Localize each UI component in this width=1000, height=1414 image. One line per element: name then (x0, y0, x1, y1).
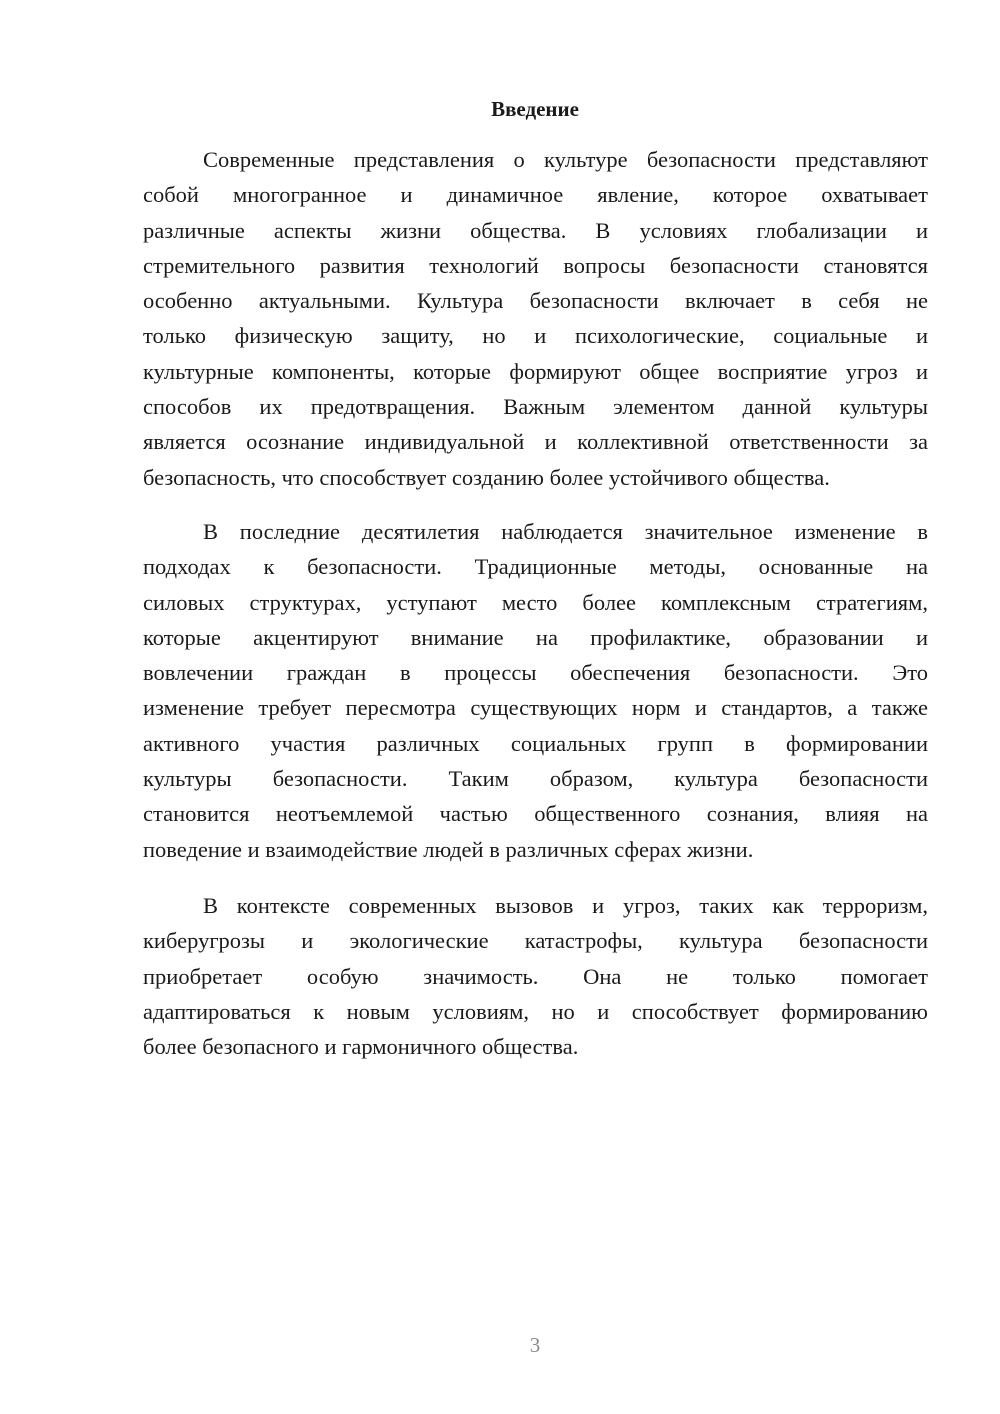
section-title: Введение (491, 97, 579, 121)
text-line: активного участия различных социальных групп в формировании (143, 730, 928, 756)
text-line: вовлечении граждан в процессы обеспечения безопасности. Это (143, 660, 928, 686)
text-line: киберугрозы и экологические катастрофы, культура безопасности (143, 928, 928, 954)
text-line: безопасность, что способствует созданию более устойчивого общества. (143, 464, 830, 490)
text-line: различные аспекты жизни общества. В условиях глобализации и (143, 217, 928, 243)
text-line: которые акцентируют внимание на профилактике, образовании и (143, 624, 928, 650)
text-line: особенно актуальными. Культура безопасности включает в себя не (143, 288, 928, 314)
text-line: Современные представления о культуре безопасности представляют (203, 147, 928, 172)
text-line: культуры безопасности. Таким образом, культура безопасности (143, 766, 928, 792)
text-line: только физическую защиту, но и психологические, социальные и (143, 323, 928, 349)
text-line: способов их предотвращения. Важным элементом данной культуры (143, 394, 928, 420)
page-number: 3 (529, 1333, 541, 1357)
text-line: является осознание индивидуальной и коллективной ответственности за (143, 429, 928, 455)
text-line: культурные компоненты, которые формируют общее восприятие угроз и (143, 358, 928, 384)
paragraph-3 (143, 888, 928, 1064)
paragraph-1 (143, 142, 928, 495)
text-line: более безопасного и гармоничного общества. (143, 1034, 579, 1060)
text-line: подходах к безопасности. Традиционные методы, основанные на (143, 554, 928, 580)
text-line: поведение и взаимодействие людей в различных сферах жизни. (143, 836, 754, 862)
text-line: стремительного развития технологий вопросы безопасности становятся (143, 252, 928, 278)
text-line: собой многогранное и динамичное явление, которое охватывает (143, 182, 928, 208)
paragraph-2 (143, 514, 928, 867)
text-line: силовых структурах, уступают место более комплексным стратегиям, (143, 589, 928, 615)
text-line: изменение требует пересмотра существующих норм и стандартов, а также (143, 695, 928, 721)
text-line: становится неотъемлемой частью общественного сознания, влияя на (143, 801, 928, 827)
text-line: В контексте современных вызовов и угроз, таких как терроризм, (203, 893, 928, 918)
text-line: приобретает особую значимость. Она не только помогает (143, 963, 928, 989)
text-line: адаптироваться к новым условиям, но и способствует формированию (143, 998, 928, 1024)
text-line: В последние десятилетия наблюдается значительное изменение в (203, 519, 928, 544)
